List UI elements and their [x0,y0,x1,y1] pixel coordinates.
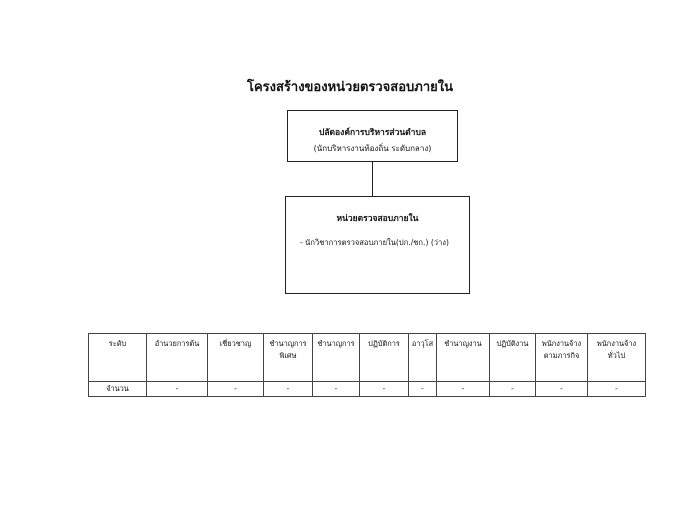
level-header-cell: เชี่ยวชาญ [208,334,264,382]
count-cell: - [147,382,208,397]
count-cell: - [490,382,536,397]
internal-audit-position: - นักวิชาการตรวจสอบภายใน(ปก./ชก.) (ว่าง) [300,238,449,247]
count-row-label: จำนวน [89,382,147,397]
count-row [89,382,646,397]
level-header-cell: ปฏิบัติงาน [490,334,536,382]
count-cell: - [208,382,264,397]
count-cell: - [264,382,313,397]
chief-administrator-title: ปลัดองค์การบริหารส่วนตำบล [318,128,427,138]
level-header-cell: ชำนาญการพิเศษ [264,334,313,382]
level-header-cell: ชำนาญงาน [437,334,490,382]
internal-audit-box [285,196,470,294]
level-row-label: ระดับ [89,334,147,382]
level-header-cell: อาวุโส [409,334,437,382]
chief-administrator-box [287,110,458,162]
count-cell: - [588,382,646,397]
count-cell: - [437,382,490,397]
count-cell: - [360,382,409,397]
level-header-cell: ชำนาญการ [313,334,360,382]
level-header-row [89,334,646,382]
staff-level-table [88,333,646,397]
level-header-cell: ปฏิบัติการ [360,334,409,382]
internal-audit-title: หน่วยตรวจสอบภายใน [336,214,419,224]
count-cell: - [313,382,360,397]
level-header-cell: พนักงานจ้างตามภารกิจ [536,334,588,382]
level-header-cell: พนักงานจ้างทั่วไป [588,334,646,382]
level-header-cell: อำนวยการต้น [147,334,208,382]
count-cell: - [536,382,588,397]
chief-administrator-subtitle: (นักบริหารงานท้องถิ่น ระดับกลาง) [313,144,432,153]
org-connector-line [372,162,373,197]
document-title: โครงสร้างของหน่วยตรวจสอบภายใน [246,80,454,95]
count-cell: - [409,382,437,397]
